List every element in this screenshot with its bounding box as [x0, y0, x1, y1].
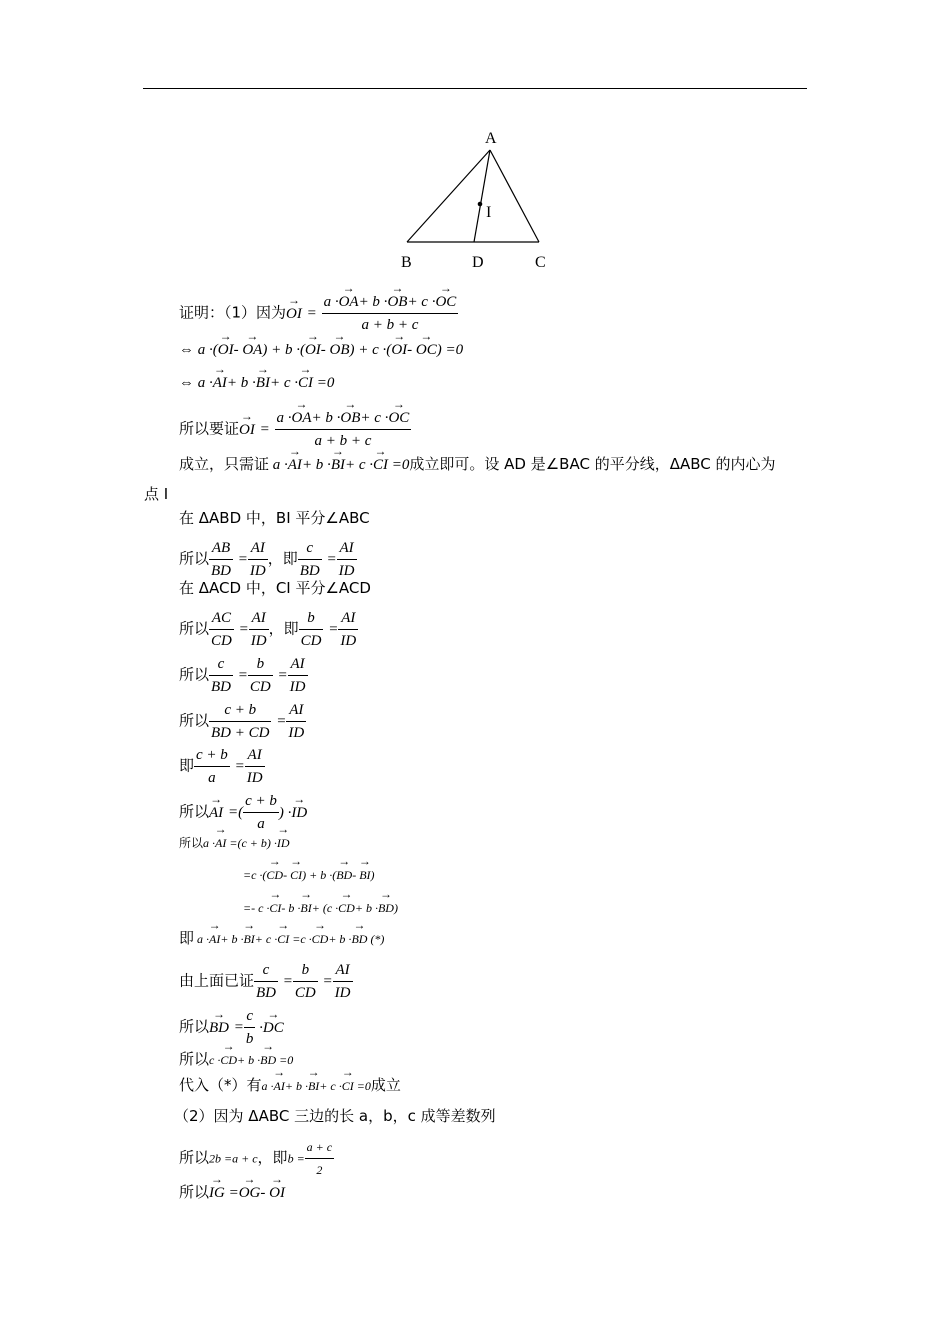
- proof-line-11: 所以 $\frac{c + b}{BD + CD}$ = $\frac{AI}{ID}$: [179, 699, 306, 744]
- text: 所以要证: [179, 419, 240, 438]
- proof-line-14: 所以a ·→ AI =(c + b) ·→ ID: [179, 832, 290, 853]
- text: 成立，只需证: [179, 455, 270, 473]
- proof-line-7: 所以 $\frac{AB}{BD}$ = $\frac{AI}{ID}$ ，即 $\frac{c}{BD}$ = $\frac{AI}{ID}$: [179, 537, 357, 582]
- proof-line-5: 成立，只需证 a ·→ AI+ b ·→ BI+ c ·→ CI =0成立即可。设 AD 是∠BAC 的平分线，ΔABC 的内心为: [179, 454, 776, 475]
- proof-line-3: ⇔ a ·→ AI+ b ·→ BI+ c ·→ CI =0: [179, 373, 334, 393]
- proof-line-21: 代入（*）有a ·→ AI+ b ·→ BI+ c ·→ CI =0成立: [179, 1075, 401, 1096]
- text: 所以: [179, 1183, 210, 1201]
- proof-line-4: 所以要证→ OI = $\frac{a \cdot\to OA+ b \cdot\to OB+ c \cdot\to OC}{a + b + c}$: [179, 407, 411, 452]
- text: (*): [370, 932, 385, 946]
- bisector-ad: [474, 150, 490, 242]
- proof-line-22: [174, 1106, 496, 1126]
- proof-line-13: 所以→ AI =( $\frac{c + b}{a}$ ) ·→ ID: [179, 790, 307, 835]
- label-c: C: [535, 254, 546, 271]
- proof-line-2: ⇔ a ·(→ OI- → OA) + b ·(→ OI- → OB) + c ·(→ OI- → OC) =0: [179, 340, 463, 360]
- text: 即: [179, 929, 195, 947]
- triangle-figure: [390, 122, 570, 276]
- label-a: A: [485, 130, 497, 147]
- proof-line-20: 所以c ·→ CD+ b ·→ BD =0: [179, 1049, 293, 1070]
- text: 所以: [179, 1017, 210, 1036]
- text: 成立即可。设 AD 是∠BAC 的平分线，ΔABC 的内心为: [409, 455, 776, 473]
- text: 即: [179, 756, 195, 775]
- proof-line-16: =- c ·→ CI- b ·→ BI+ (c ·→ CD+ b ·→ BD): [243, 898, 398, 918]
- text: 在 ΔACD 中，CI 平分∠ACD: [179, 579, 371, 597]
- side-ac: [490, 150, 539, 242]
- text: 所以: [179, 1148, 210, 1167]
- text: 代入（*）有: [179, 1076, 262, 1094]
- proof-line-1: 证明：（1）因为→ OI = $\frac{a \cdot\to OA+ b \cdot\to OB+ c \cdot\to OC}{a + b + c}$: [179, 291, 458, 336]
- proof-line-23: 所以2b =a + c，即b = $\frac{a + c}{2}$: [179, 1136, 334, 1181]
- proof-line-10: 所以 $\frac{c}{BD}$ = $\frac{b}{CD}$ = $\frac{AI}{ID}$: [179, 653, 308, 698]
- proof-line-8: [179, 578, 371, 598]
- text: ，即: [268, 619, 299, 638]
- label-d: D: [472, 254, 484, 271]
- text: （2）因为 ΔABC 三边的长 a，b，c 成等差数列: [174, 1107, 496, 1125]
- incenter-point: [478, 202, 483, 207]
- text: 在 ΔABD 中，BI 平分∠ABC: [179, 509, 370, 527]
- text: 所以: [179, 711, 210, 730]
- label-b: B: [401, 254, 412, 271]
- proof-line-24: 所以→ IG =→ OG- → OI: [179, 1182, 285, 1203]
- text: 所以: [179, 802, 210, 821]
- proof-line-19: 所以→ BD = $\frac{c}{b}$ ·→ DC: [179, 1005, 284, 1050]
- proof-line-9: 所以 $\frac{AC}{CD}$ = $\frac{AI}{ID}$ ，即 $\frac{b}{CD}$ = $\frac{AI}{ID}$: [179, 607, 358, 652]
- proof-line-17: 即 a ·→ AI+ b ·→ BI+ c ·→ CI =c ·→ CD+ b ·→ BD (*): [179, 928, 384, 949]
- text: 所以: [179, 549, 210, 568]
- formula-frac: $\frac{a \cdot\to OA+ b \cdot\to OB+ c \cdot\to OC}{a + b + c}$: [322, 291, 459, 336]
- text: 所以: [179, 619, 210, 638]
- proof-line-12: 即 $\frac{c + b}{a}$ = $\frac{AI}{ID}$: [179, 744, 265, 789]
- side-ab: [407, 150, 490, 242]
- proof-line-18: 由上面已证 $\frac{c}{BD}$ = $\frac{b}{CD}$ = $\frac{AI}{ID}$: [179, 959, 353, 1004]
- proof-line-15: =c ·(→ CD- → CI) + b ·(→ BD- → BI): [243, 865, 375, 885]
- label-i: I: [486, 204, 492, 221]
- text: 点 I: [144, 485, 169, 503]
- text: 所以: [179, 1050, 210, 1068]
- proof-line-5-cont: [144, 484, 168, 504]
- text: ，即: [257, 1148, 288, 1167]
- formula-vec: → OI: [286, 304, 302, 324]
- text: 所以: [179, 665, 210, 684]
- proof-line-6: [179, 508, 370, 528]
- text: 由上面已证: [179, 971, 255, 990]
- text: 证明：（1）因为: [179, 303, 287, 322]
- header-rule: [143, 88, 807, 89]
- formula-frac: $\frac{a \cdot\to OA+ b \cdot\to OB+ c \cdot\to OC}{a + b + c}$: [275, 407, 412, 452]
- text: ，即: [267, 549, 298, 568]
- text: 所以: [179, 836, 204, 850]
- text: 成立: [370, 1076, 401, 1094]
